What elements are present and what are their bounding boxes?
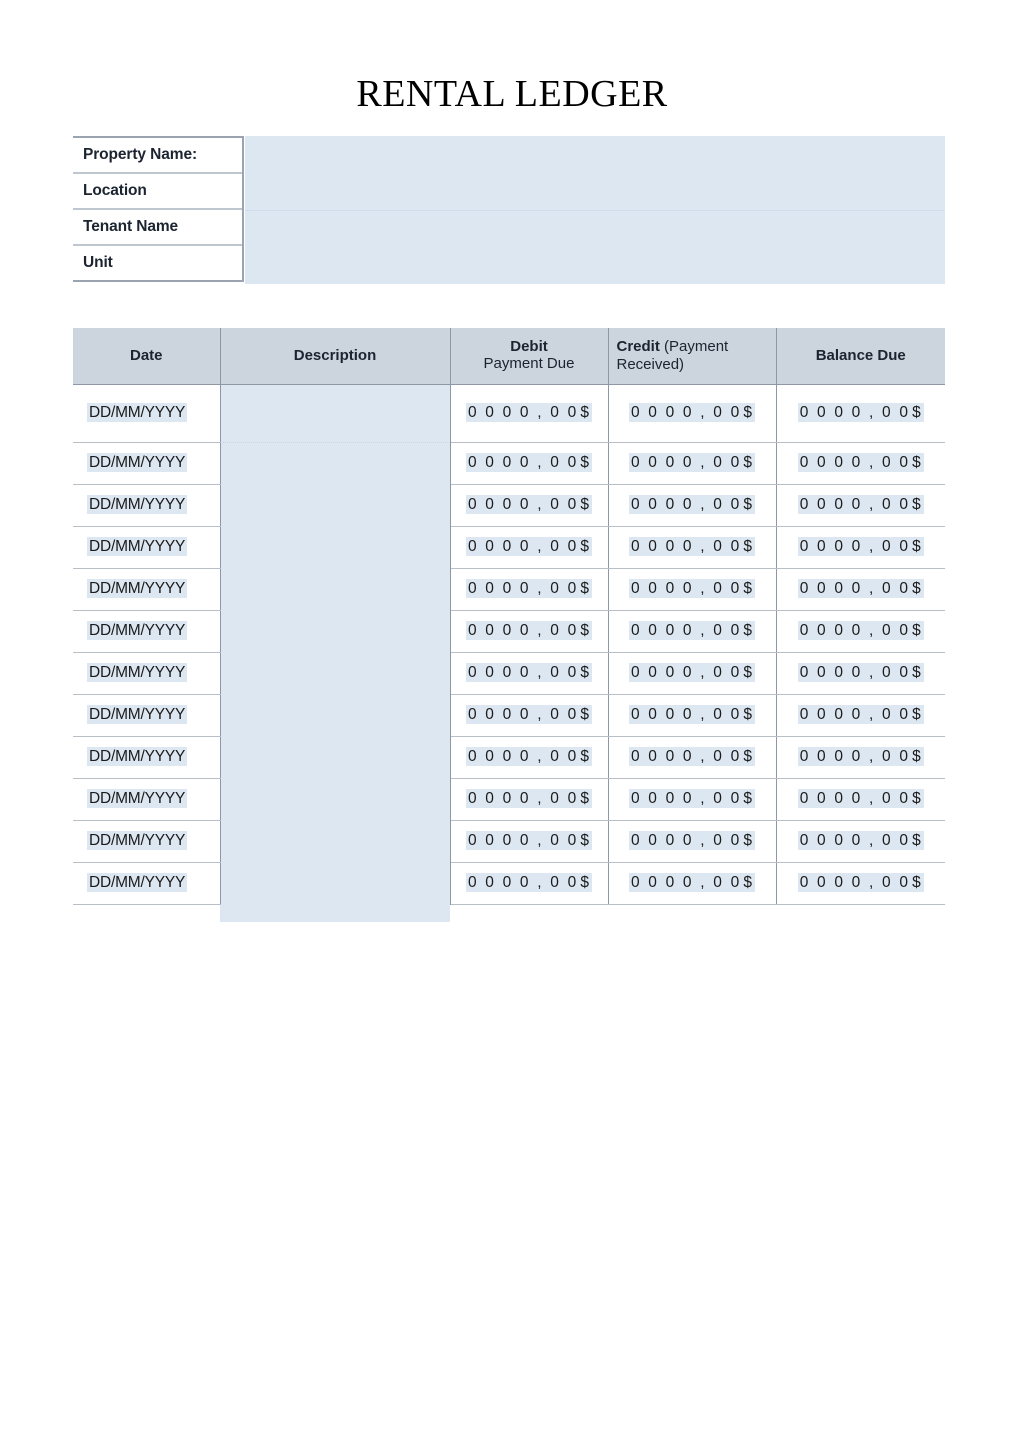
debit-currency: $ (580, 453, 592, 472)
debit-value: 0 0 0 0 , 0 0 (467, 404, 579, 421)
credit-value: 0 0 0 0 , 0 0 (630, 580, 742, 597)
cell-debit[interactable] (450, 442, 608, 484)
property-info-table (73, 136, 945, 284)
cell-debit[interactable] (450, 736, 608, 778)
balance-currency: $ (912, 495, 924, 514)
cell-credit[interactable] (608, 610, 776, 652)
date-value: DD/MM/YYYY (89, 790, 186, 807)
balance-currency: $ (912, 831, 924, 850)
debit-value: 0 0 0 0 , 0 0 (467, 454, 579, 471)
cell-description[interactable] (220, 694, 450, 736)
date-value: DD/MM/YYYY (89, 832, 186, 849)
column-header-description (220, 328, 450, 384)
cell-balance-due[interactable] (776, 862, 945, 904)
table-row (73, 442, 945, 484)
cell-date[interactable] (73, 778, 220, 820)
credit-currency: $ (743, 705, 755, 724)
balance-currency: $ (912, 663, 924, 682)
column-header-balance-due (776, 328, 945, 384)
cell-description[interactable] (220, 862, 450, 904)
debit-currency: $ (580, 663, 592, 682)
cell-date[interactable] (73, 694, 220, 736)
cell-date[interactable] (73, 862, 220, 904)
balance-value: 0 0 0 0 , 0 0 (799, 706, 911, 723)
cell-debit[interactable] (450, 484, 608, 526)
cell-balance-due[interactable] (776, 694, 945, 736)
cell-description[interactable] (220, 442, 450, 484)
property-name-label: Property Name: (83, 146, 198, 163)
balance-currency: $ (912, 579, 924, 598)
date-value: DD/MM/YYYY (89, 580, 186, 597)
ledger-header-row (73, 328, 945, 384)
table-row (73, 652, 945, 694)
debit-value: 0 0 0 0 , 0 0 (467, 748, 579, 765)
property-info-value-divider (245, 210, 945, 211)
column-header-credit (608, 328, 776, 384)
credit-currency: $ (743, 831, 755, 850)
column-header-debit-label: Debit (510, 338, 548, 356)
debit-value: 0 0 0 0 , 0 0 (467, 664, 579, 681)
column-header-debit-sublabel: Payment Due (483, 355, 575, 373)
column-header-description-label: Description (293, 347, 377, 365)
ledger-table-body (73, 384, 945, 904)
balance-value: 0 0 0 0 , 0 0 (799, 874, 911, 891)
balance-currency: $ (912, 403, 924, 422)
debit-value: 0 0 0 0 , 0 0 (467, 706, 579, 723)
credit-currency: $ (743, 747, 755, 766)
cell-description[interactable] (220, 568, 450, 610)
unit-label: Unit (83, 254, 113, 271)
debit-value: 0 0 0 0 , 0 0 (467, 496, 579, 513)
cell-description[interactable] (220, 384, 450, 442)
cell-description[interactable] (220, 778, 450, 820)
balance-value: 0 0 0 0 , 0 0 (799, 790, 911, 807)
ledger-table (73, 328, 945, 905)
balance-currency: $ (912, 537, 924, 556)
cell-debit[interactable] (450, 862, 608, 904)
date-value: DD/MM/YYYY (89, 706, 186, 723)
credit-currency: $ (743, 537, 755, 556)
cell-balance-due[interactable] (776, 442, 945, 484)
cell-debit[interactable] (450, 384, 608, 442)
balance-value: 0 0 0 0 , 0 0 (799, 748, 911, 765)
property-info-label-column (73, 136, 244, 282)
credit-value: 0 0 0 0 , 0 0 (630, 874, 742, 891)
cell-balance-due[interactable] (776, 736, 945, 778)
balance-value: 0 0 0 0 , 0 0 (799, 454, 911, 471)
credit-currency: $ (743, 789, 755, 808)
cell-credit[interactable] (608, 442, 776, 484)
property-info-row-tenant-name (73, 210, 242, 246)
column-header-balance-due-label: Balance Due (815, 347, 906, 365)
debit-value: 0 0 0 0 , 0 0 (467, 874, 579, 891)
cell-credit[interactable] (608, 862, 776, 904)
balance-currency: $ (912, 705, 924, 724)
credit-currency: $ (743, 663, 755, 682)
column-header-date (73, 328, 220, 384)
balance-value: 0 0 0 0 , 0 0 (799, 664, 911, 681)
property-info-row-property-name (73, 138, 242, 174)
debit-currency: $ (580, 495, 592, 514)
table-row (73, 526, 945, 568)
cell-date[interactable] (73, 652, 220, 694)
column-header-date-label: Date (129, 347, 163, 365)
debit-value: 0 0 0 0 , 0 0 (467, 622, 579, 639)
credit-value: 0 0 0 0 , 0 0 (630, 706, 742, 723)
tenant-name-label: Tenant Name (83, 218, 179, 235)
debit-value: 0 0 0 0 , 0 0 (467, 580, 579, 597)
column-header-debit (450, 328, 608, 384)
credit-currency: $ (743, 621, 755, 640)
location-label: Location (83, 182, 147, 199)
debit-currency: $ (580, 403, 592, 422)
debit-value: 0 0 0 0 , 0 0 (467, 790, 579, 807)
balance-currency: $ (912, 621, 924, 640)
balance-value: 0 0 0 0 , 0 0 (799, 580, 911, 597)
credit-value: 0 0 0 0 , 0 0 (630, 664, 742, 681)
date-value: DD/MM/YYYY (89, 748, 186, 765)
date-value: DD/MM/YYYY (89, 874, 186, 891)
debit-currency: $ (580, 831, 592, 850)
cell-balance-due[interactable] (776, 484, 945, 526)
cell-description[interactable] (220, 610, 450, 652)
debit-value: 0 0 0 0 , 0 0 (467, 538, 579, 555)
cell-debit[interactable] (450, 820, 608, 862)
cell-balance-due[interactable] (776, 652, 945, 694)
cell-credit[interactable] (608, 694, 776, 736)
credit-value: 0 0 0 0 , 0 0 (630, 790, 742, 807)
cell-credit[interactable] (608, 652, 776, 694)
cell-debit[interactable] (450, 652, 608, 694)
property-info-row-unit (73, 246, 242, 282)
credit-value: 0 0 0 0 , 0 0 (630, 454, 742, 471)
cell-credit[interactable] (608, 484, 776, 526)
cell-balance-due[interactable] (776, 568, 945, 610)
table-row (73, 568, 945, 610)
balance-currency: $ (912, 789, 924, 808)
column-header-credit-sublabel: (Payment Received) (616, 338, 729, 373)
table-row (73, 862, 945, 904)
cell-description[interactable] (220, 652, 450, 694)
cell-date[interactable] (73, 736, 220, 778)
column-header-credit-label: Credit (616, 338, 660, 356)
date-value: DD/MM/YYYY (89, 622, 186, 639)
cell-credit[interactable] (608, 384, 776, 442)
cell-debit[interactable] (450, 610, 608, 652)
debit-currency: $ (580, 873, 592, 892)
cell-debit[interactable] (450, 778, 608, 820)
balance-currency: $ (912, 747, 924, 766)
cell-date[interactable] (73, 484, 220, 526)
debit-currency: $ (580, 789, 592, 808)
cell-balance-due[interactable] (776, 384, 945, 442)
cell-balance-due[interactable] (776, 820, 945, 862)
cell-credit[interactable] (608, 820, 776, 862)
cell-date[interactable] (73, 610, 220, 652)
cell-date[interactable] (73, 442, 220, 484)
table-row (73, 484, 945, 526)
credit-currency: $ (743, 453, 755, 472)
debit-currency: $ (580, 705, 592, 724)
debit-currency: $ (580, 579, 592, 598)
cell-description[interactable] (220, 484, 450, 526)
cell-debit[interactable] (450, 568, 608, 610)
cell-description[interactable] (220, 526, 450, 568)
date-value: DD/MM/YYYY (89, 404, 186, 421)
credit-currency: $ (743, 403, 755, 422)
cell-debit[interactable] (450, 694, 608, 736)
date-value: DD/MM/YYYY (89, 454, 186, 471)
debit-value: 0 0 0 0 , 0 0 (467, 832, 579, 849)
table-row (73, 384, 945, 442)
credit-currency: $ (743, 495, 755, 514)
balance-value: 0 0 0 0 , 0 0 (799, 538, 911, 555)
cell-credit[interactable] (608, 778, 776, 820)
cell-balance-due[interactable] (776, 526, 945, 568)
balance-value: 0 0 0 0 , 0 0 (799, 622, 911, 639)
table-row (73, 736, 945, 778)
page-title: RENTAL LEDGER (356, 73, 668, 115)
cell-credit[interactable] (608, 526, 776, 568)
cell-credit[interactable] (608, 568, 776, 610)
balance-value: 0 0 0 0 , 0 0 (799, 496, 911, 513)
credit-value: 0 0 0 0 , 0 0 (630, 496, 742, 513)
debit-currency: $ (580, 747, 592, 766)
cell-balance-due[interactable] (776, 610, 945, 652)
credit-value: 0 0 0 0 , 0 0 (630, 622, 742, 639)
balance-currency: $ (912, 453, 924, 472)
cell-description[interactable] (220, 736, 450, 778)
cell-date[interactable] (73, 526, 220, 568)
debit-currency: $ (580, 537, 592, 556)
cell-date[interactable] (73, 384, 220, 442)
cell-date[interactable] (73, 568, 220, 610)
balance-value: 0 0 0 0 , 0 0 (799, 404, 911, 421)
debit-currency: $ (580, 621, 592, 640)
cell-date[interactable] (73, 820, 220, 862)
credit-value: 0 0 0 0 , 0 0 (630, 538, 742, 555)
date-value: DD/MM/YYYY (89, 664, 186, 681)
credit-value: 0 0 0 0 , 0 0 (630, 404, 742, 421)
date-value: DD/MM/YYYY (89, 496, 186, 513)
table-row (73, 820, 945, 862)
credit-currency: $ (743, 873, 755, 892)
table-row (73, 610, 945, 652)
balance-value: 0 0 0 0 , 0 0 (799, 832, 911, 849)
credit-value: 0 0 0 0 , 0 0 (630, 832, 742, 849)
credit-currency: $ (743, 579, 755, 598)
credit-value: 0 0 0 0 , 0 0 (630, 748, 742, 765)
table-row (73, 778, 945, 820)
cell-description[interactable] (220, 820, 450, 862)
cell-credit[interactable] (608, 736, 776, 778)
table-row (73, 694, 945, 736)
balance-currency: $ (912, 873, 924, 892)
property-info-row-location (73, 174, 242, 210)
ledger-table-wrapper (73, 328, 945, 905)
date-value: DD/MM/YYYY (89, 538, 186, 555)
cell-debit[interactable] (450, 526, 608, 568)
cell-balance-due[interactable] (776, 778, 945, 820)
